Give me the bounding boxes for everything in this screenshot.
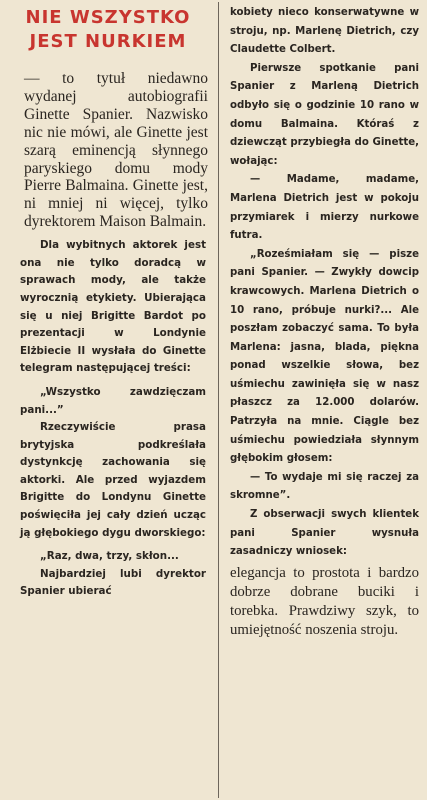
column-divider (218, 2, 219, 798)
headline-line-1: NIE WSZYSTKO (25, 7, 191, 28)
paragraph-role: Dla wybitnych aktorek jest ona nie tylko doradcą w sprawach mody, ale także wyrocznią etykiety. Ubierająca się u niej Brigitte Bardot po prezentacji w Londynie Elżbiecie II wysłała do Ginette telegram następującej treści: (20, 239, 206, 375)
lead-paragraph: — to tytuł niedawno wydanej autobiografii Ginette Spanier. Nazwisko nic nie mówi, ale Ginette jest szarą eminencją słynnego paryskiego domu mody Pierre Balmaina. Ginette jest, ni mniej ni więcej, tylko dyrektorem Maison Balmain. (24, 70, 208, 231)
headline (0, 0, 216, 58)
right-body-text (230, 4, 419, 562)
closing-paragraph: elegancja to prostota i bardzo dobrze dobrane buciki i torebka. Prawdziwy szyk, to umiejętność noszenia stroju. (230, 564, 419, 638)
paragraph-continuation: kobiety nieco konserwatywne w stroju, np. Marlenę Dietrich, czy Claudette Colbert. (230, 7, 419, 56)
headline-line-2: JEST NURKIEM (29, 31, 187, 52)
right-column (222, 0, 427, 800)
paragraph-madame: — Madame, madame, Marlena Dietrich jest w pokoju przymiarek i mierzy nurkowe futra. (230, 174, 419, 242)
paragraph-first-meeting: Pierwsze spotkanie pani Spanier z Marleną Dietrich odbyło się o godzinie 10 rano w domu Balmaina. Któraś z dziewcząt przybiegła do Ginette, wołając: (230, 62, 419, 167)
paragraph-telegram-quote: „Wszystko zawdzięczam pani...” (20, 385, 206, 416)
paragraph-bow-quote: „Raz, dwa, trzy, skłon... (40, 550, 179, 563)
paragraph-conclusion: Z obserwacji swych klientek pani Spanier wysnuła zasadniczy wniosek: (230, 509, 419, 558)
paragraph-favorite-clients: Najbardziej lubi dyrektor Spanier ubierać (20, 567, 206, 598)
left-body-text (20, 237, 206, 601)
paragraph-too-modest: — To wydaje mi się raczej za skromne”. (230, 471, 419, 502)
paragraph-press: Rzeczywiście prasa brytyjska podkreślała dystynkcję zachowania się aktorki. Ale przed wyjazdem Brigitte do Londynu Ginette poświęciła jej cały dzień ucząc ją głębokiego dygu dworskiego: (20, 421, 206, 539)
paragraph-laughed: „Roześmiałam się — pisze pani Spanier. — Zwykły dowcip krawcowych. Marlena Dietrich o 10 rano, próbuje nurki?... Ale poszłam zobaczyć sama. To była Marlena: jasna, blada, piękna ponad wszelkie słowa, bez uśmiechu zawinięła się w nasz płaszcz za 12.000 dolarów. Patrzyła na mnie. Ciągle bez uśmiechu powiedziała słynnym głębokim głosem: (230, 248, 419, 465)
